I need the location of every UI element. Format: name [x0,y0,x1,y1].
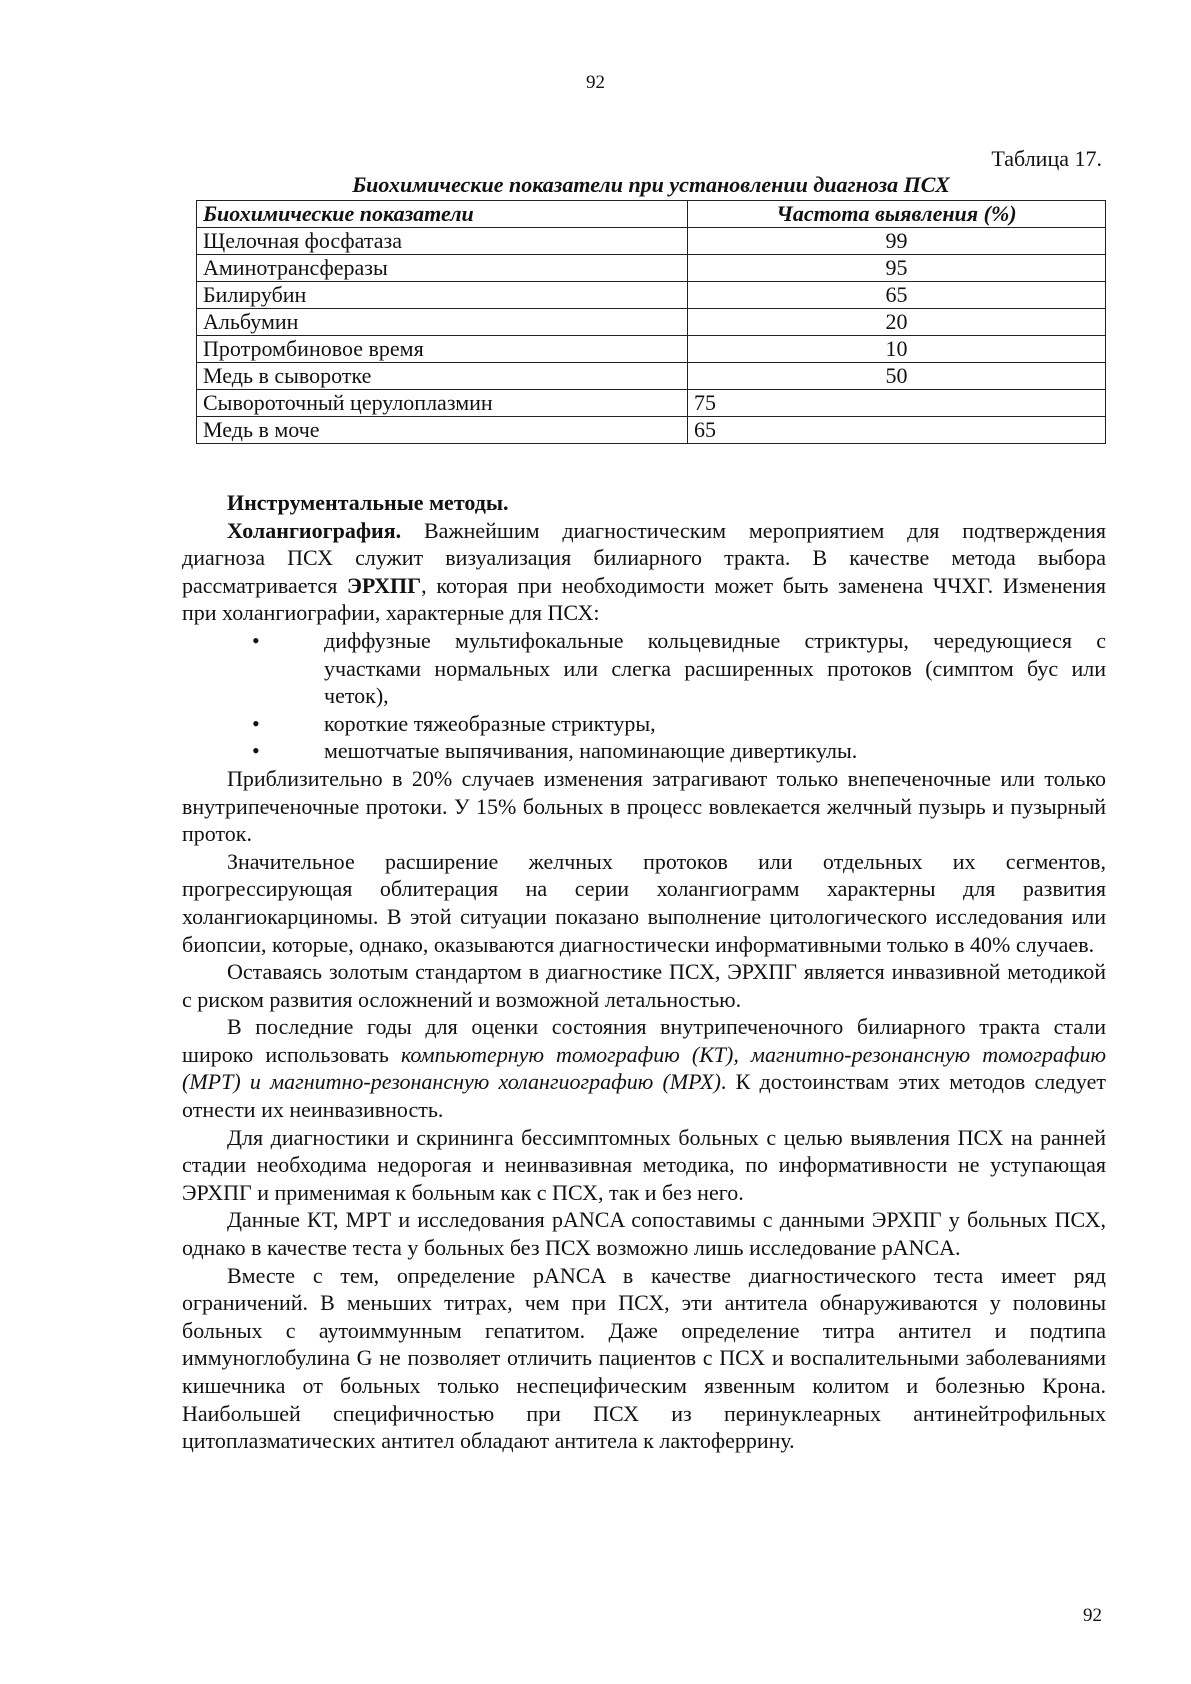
section-heading: Инструментальные методы. [227,490,509,515]
row-name: Альбумин [197,309,688,336]
row-name: Щелочная фосфатаза [197,228,688,255]
page-number-top: 92 [586,72,605,93]
row-name: Аминотрансферазы [197,255,688,282]
row-name: Медь в сыворотке [197,363,688,390]
bullet-icon: • [252,710,260,736]
table-header-indicator: Биохимические показатели [197,201,688,228]
list-item-text: диффузные мультифокальные кольцевидные стриктуры, чередующиеся с участками нормальных или слегка расширенных протоков (симптом бус или четок), [324,627,1106,709]
biochemistry-table [196,200,1106,444]
row-name: Протромбиновое время [197,336,688,363]
paragraph: Вместе с тем, определение pANCA в качестве диагностического теста имеет ряд ограничений. В меньших титрах, чем при ПСХ, эти антитела обнаруживаются у половины больных с аутоиммунным гепатитом. Даже определение титра антител и подтипа иммуноглобулина G не позволяет отличить пациентов с ПСХ и воспалительными заболеваниями кишечника от больных только неспецифическим язвенным колитом и болезнью Крона. Наибольшей специфичностью при ПСХ из перинуклеарных антинейтрофильных цитоплазматических антител обладают антитела к лактоферрину. [182,1262,1106,1454]
row-value: 99 [688,228,1106,255]
row-value: 75 [688,390,1106,417]
paragraph-text: , которая при необходимости может быть заменена ЧЧХГ. Изменения при холангиографии, характерные для ПСХ: [182,572,1106,626]
table-row [197,255,1106,282]
paragraph: Значительное расширение желчных протоков или отдельных их сегментов, прогрессирующая облитерация на серии холангиограмм характерны для развития холангиокарциномы. В этой ситуации показано выполнение цитологического исследования или биопсии, которые, однако, оказываются диагностически информативными только в 40% случаев. [182,848,1106,957]
table-title: Биохимические показатели при установлении диагноза ПСХ [352,172,950,197]
body-text [182,489,1106,1455]
paragraph: Данные КТ, МРТ и исследования pANCA сопоставимы с данными ЭРХПГ у больных ПСХ, однако в качестве теста у больных без ПСХ возможно лишь исследование pANCA. [182,1207,1106,1261]
table-row [197,390,1106,417]
paragraph-cholangiography [182,517,1106,627]
table-row [197,228,1106,255]
paragraph: Приблизительно в 20% случаев изменения затрагивают только внепеченочные или только внутрипеченочные протоки. У 15% больных в процесс вовлекается желчный пузырь и пузырный проток. [182,765,1106,847]
list-item-text: мешотчатые выпячивания, напоминающие дивертикулы. [324,738,858,764]
table-row [197,417,1106,444]
lead-term: Холангиография. [227,517,402,543]
list-item [252,627,1106,710]
bullet-list [182,627,1106,765]
paragraph-text: . К достоинствам этих методов следует отнести их неинвазивность. [182,1069,1106,1123]
paragraph: Оставаясь золотым стандартом в диагностике ПСХ, ЭРХПГ является инвазивной методикой с риском развития осложнений и возможной летальностью. [182,959,1106,1012]
row-name: Сывороточный церулоплазмин [197,390,688,417]
table-header-frequency: Частота выявления (%) [688,201,1106,228]
list-item-text: короткие тяжеобразные стриктуры, [324,710,656,736]
row-value: 95 [688,255,1106,282]
list-item [252,737,1106,765]
table-header-row [197,201,1106,228]
paragraph-imaging [182,1013,1106,1123]
row-value: 20 [688,309,1106,336]
row-value: 50 [688,363,1106,390]
row-value: 65 [688,417,1106,444]
row-name: Медь в моче [197,417,688,444]
italic-text: компьютерную томографию (КТ), магнитно-резонансную томографию (МРТ) и магнитно-резонансную холангиографию (МРХ) [182,1041,1106,1095]
row-name: Билирубин [197,282,688,309]
page-number-bottom: 92 [1083,1605,1102,1626]
table-row [197,282,1106,309]
list-item [252,710,1106,738]
table-row [197,309,1106,336]
table-row [197,363,1106,390]
table-label: Таблица 17. [991,146,1102,171]
paragraph-text: В последние годы для оценки состояния внутрипеченочного билиарного тракта стали широко использовать [182,1014,1106,1067]
bullet-icon: • [252,738,260,764]
row-value: 10 [688,336,1106,363]
bold-term: ЭРХПГ [346,572,422,598]
paragraph-text: Важнейшим диагностическим мероприятием для подтверждения диагноза ПСХ служит визуализация билиарного тракта. В качестве метода выбора рассматривается [182,517,1106,598]
table-row [197,336,1106,363]
paragraph: Для диагностики и скрининга бессимптомных больных с целью выявления ПСХ на ранней стадии необходима недорогая и неинвазивная методика, по информативности не уступающая ЭРХПГ и применимая к больным как с ПСХ, так и без него. [182,1124,1106,1205]
bullet-icon: • [252,627,260,653]
row-value: 65 [688,282,1106,309]
